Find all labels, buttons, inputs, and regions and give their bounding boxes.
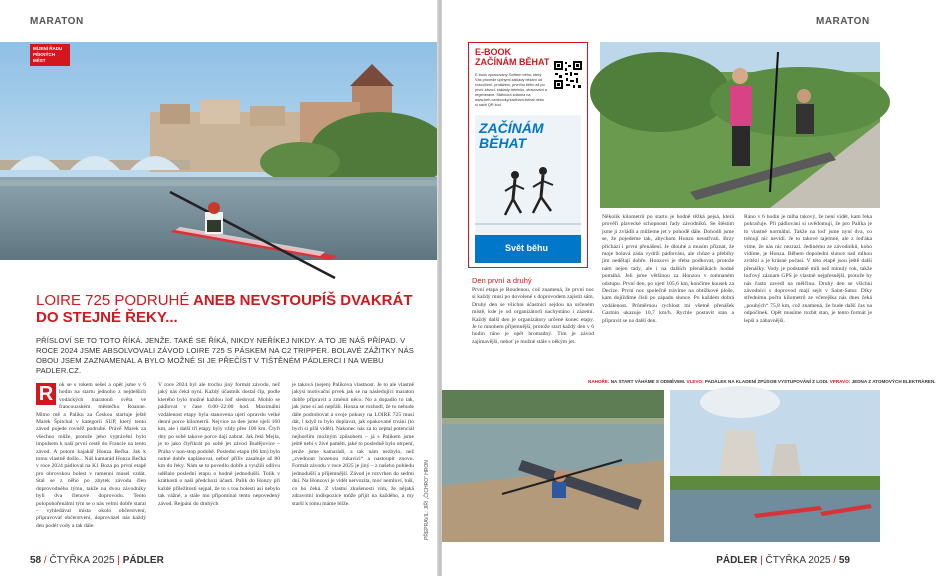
photo-kayak-exit xyxy=(442,390,664,542)
photo-captions xyxy=(588,379,936,384)
section-tag-right: MARATON xyxy=(816,16,870,27)
hero-photo-kayak-on-river xyxy=(0,42,438,260)
caption-label-right: VPRAVO: xyxy=(829,379,851,384)
ebook-cover-runners xyxy=(475,115,581,263)
article-lead: PŘÍSLOVÍ SE TO TOTO ŘÍKÁ. JENŽE. TAKÉ SE ŘÍKÁ, NIKDY NEŘÍKEJ NIKDY. A TO JE NÁŠ PŘÍPAD. V ROCE 2024 JSME ABSOLVOVALI ZÁVOD LOIRE 725 S PÁSKEM NA C2 TRIPPER. BOLAVÉ ZÁŽITKY NÁS OBOU JSEM ZAZNAMENAL A BYLO MOŽNÉ SI JE PŘEČÍST V TIŠTĚNÉM PÁDLERCI I NA WEBU PADLER.CZ. xyxy=(36,336,414,375)
folio-issue: ČTYŘKA 2025 xyxy=(49,555,115,566)
body-column-2: V roce 2024 byl ale trochu jiný formát závodu, než jaký nás čeká nyní. Každý účastník dostal čip, podle kterého bylo možné každou loď sledovat. Mohlo se pádlovat v čase 6:00–22:00 hod. Maximální vzdálenost etapy byla stanovena ujetí opravdu velké denní porce kilometrů. Nejvíce za den jsme ujeli 160 km, ale i další tři etapy byly vždy přes 100 km. Čtyři dny po sobě takové porce dají zabrat. Jak řekl Mejla, je to jako čtyřikrát po sobě jet závod Budějovice – Praha v non-stop podobě. Poslední etapu (66 km) bylo nutné dobře naplánovat, neboť příliv zasahuje až 80 km do řeky. Nám se to povedlo dobře a využili odlivu udělalo poslední etapu o hodně jednodušší. Tolik v krátkosti o naší předchozí účasti. Palik do Honzy při každé příležitosti sejpal, že to s tou bolestí asi nebylo tak vážné, a stále mu připomínal tento nepovedený závod. Rejpání do druhých xyxy=(158,382,280,507)
hero-photo-illustration xyxy=(0,42,438,260)
ebook-cover-title: ZAČÍNÁM BĚHAT xyxy=(479,120,544,151)
body-column-1 xyxy=(36,382,146,552)
qr-code-icon[interactable] xyxy=(553,60,583,90)
right-body-column-3: Ráno v 6 hodin je mlha takový, že není vidět, kam řeka pokračuje. Při pádlování si uvědomuji, že pro Palíka je to vlastně normální. Takže na loď jsme nyní dva, co trénují nic nevidí. Je to takové tajemné, ale z loďáka víme, že nás nic nezrazí. Jedinému ze závodníků, koho vidíme, je Honza. Během dopolední slunce nad mlhou zvítězí a je krásné počasí. V této etapě jsou ještě další přenášky. Vody je podstatně míň než minulý rok, takže loďový záznam GPS je vlastně nejpřesnější, protože by nás často zavedl na mělčinu. Druhý den se všichni závodníci s doprovod mají sejít v Saint-Satur. Díky střednímu počtu kilometrů ze včerejška nás dnes čeká „pouhých“ 75,8 km, což znamená, že bude další čas na odpočinek. Opět musíme rozbít stan, je tento formát je lepší a zábavnější. xyxy=(744,214,872,324)
caption-text-top: NA START VÁHÁME S ODMĚVEM. xyxy=(610,379,686,384)
photo-paddlers-portage xyxy=(600,42,880,208)
ebook-promo-box xyxy=(468,42,588,268)
photo-paddlers-illustration xyxy=(600,42,880,208)
headline-part-2: ANEB NEVSTOUPÍŠ DVAKRÁT DO STEJNÉ ŘEKY... xyxy=(36,292,413,326)
article-headline xyxy=(36,292,426,326)
body-column-3: je taková (nejen) Palíkova vlastnost. Je to ale vlastně jakýsi motivační prvek jak se na následující maraton dobře připravit a změnit něco. No a dopadlo to tak, jak jsme si asi nepřáli. Honza se rozhodl, že to nebude dále podrobovat a svoje pokusy na LOIRE 725 musí dát, i když to bylo doplavat, jak opakované trvání (to bych si přál vidět). Nakonec nás za to zeptal potenciál nejhorším možným způsobem – já s Palíkem jsme ještě nebi v živé paměti, jaké to posledně bylo utrpení, jenže jsme kamarádi, a tak nám nezbylo, než „zvednout hozenou rukavici“ a nastoupit znovu. Formát závodu v roce 2025 je jiný – z našeho pohledu jednodušší a příjemnější. Závod je rozvrhen do sedmi dní. Na Honzovi je vidět nervozita, moc nemluví, tuší, co ho čeká. Z vlastní zkušenosti vím, že nějaká zdravotní indispozice může přijít na každého, a my starší k tomu máme blíže. xyxy=(292,382,414,507)
right-body-column-1: První etapa je Roudenou, což znamená, že první noc si každý musí po dovolené s doprovodem zajistit sám. Druhý den se všichni účastníci sejdou na určeném místě, kde je od organizátorů nachystáno i zázemí. Každý další den je organizátory určené konec etapy. Je to mnohem příjemnější, protože start každý den v 6 hodin ráno je opět hromadný. Tím je závod zajímavější, neboť je možné stále s někým jet. xyxy=(472,287,594,345)
ebook-title: E-BOOK ZAČÍNÁM BĚHAT xyxy=(475,47,550,67)
folio-magazine: PÁDLER xyxy=(122,555,164,566)
caption-text-left: PADÁLEK NA KLADENÍ ZPŮSOB VYSTUPOVÁNÍ Z LODI. xyxy=(704,379,829,384)
caption-label-top: NAHOŘE: xyxy=(588,379,610,384)
folio-number-right: 59 xyxy=(838,555,850,566)
photo-nuclear-plant-illustration xyxy=(670,390,880,542)
right-page xyxy=(442,0,936,576)
ebook-cover-brand: Svět běhu xyxy=(505,243,549,253)
body-column-1-text: ok se s rokem sešel a opět jsme v 6 hodin na startu jednoho z nejdelších vodáckých maratonů světa ve francouzském městečku Roanne. Mimo mě a Paliku za Českou startuje ještě Marek Špitchal v kategorii SUP, který tento závod pojede rovněž podruhé. Právě Marek za všechno může, protože jeho vyprávění bylo impulsem k naší první cestě do Francie na tento závod. A potom kajakář Honza Bečka. Jak k tomu vlastně došlo... Náš kamarád Honza Bečka v roce 2024 pádloval na K1 Boza po první etapě pro obrovskou bolest v ramenní musel vzdát. Stal se z něho po zbytek závodu člen doprovodného týmu, takže na dvou závodníky byli dva členové doprovodu. Tento polopohořenálmí tým se o nás velmi dobře staral – vyhledával místa okolo občerstvení, připravoval občerstvení, doprovázel nás každý den podél vody a tak dále. xyxy=(36,382,146,529)
folio-right: PÁDLER | ČTYŘKA 2025 / 59 xyxy=(716,555,850,566)
left-page xyxy=(0,0,438,576)
caption-text-right: JEDNA Z ATOMOVÝCH ELEKTRÁREN. xyxy=(851,379,936,384)
series-tag: MÍJENÍ ŘADU PĚKNÝCH MĚST xyxy=(30,44,70,66)
folio-issue-right: ČTYŘKA 2025 xyxy=(765,555,831,566)
section-subhead: Den první a druhý xyxy=(472,276,532,285)
folio-magazine-right: PÁDLER xyxy=(716,555,758,566)
ebook-description: E-book zpracovaný Světem běhu, který Vás provede úplnými základy běžání od rozcvičení, protažení, prvního běhu až po první závod, základy tréninku, stravování a regenerace. Stáhnout zdarma na www.beh.cz/ebooky/zacinam-behat nebo si načti QR kód. xyxy=(475,73,547,107)
photo-kayak-exit-illustration xyxy=(442,390,664,542)
photo-nuclear-plant xyxy=(670,390,880,542)
folio-left: 58 / ČTYŘKA 2025 | PÁDLER xyxy=(30,555,164,566)
folio-number: 58 xyxy=(30,555,42,566)
headline-part-1: LOIRE 725 PODRUHÉ xyxy=(36,292,190,309)
caption-label-left: VLEVO: xyxy=(686,379,704,384)
photo-credit: PŘEPRAVIL: JIŘÍ „ČICHRO“ HRON xyxy=(424,460,430,540)
qr-code-graphic xyxy=(553,60,583,90)
right-body-column-2: Několik kilometrů po startu je hodně těžká pejsá, která prověří plavecké schopnosti řady závodníků. Se štěstím jsme ji zvládli a můžeme jet v pohodě dále. Dohodli jsme se, že pojedeme tak, abychom Honzu neustřvali. Brzy přichází i první přenášení. Je dlouhé a musím přiznat, že moje bolavá záda vydrží pádlování, ale chůze a přebíhy jim nedělají dobře. Honzovi je třeba podkovat, protože nám nejen tady, ale i na dalších přenášíkách hodně pomáhá. Jeli jsme většinou za Honzou v tomnaném odstupu. První den, po ujetí 105,6 km, končíme kousek za Decize. První noc společně trávíme na obtížkové ploše, kam dojíždíme čísli po západu slunce. Po každém dobrá vzdálenost. Průměrnou rychlost mi všetně přenášek Garmin ukazuje 10,7 km/h. Rychle postavit stan a připravit se na další den. xyxy=(602,214,734,324)
ebook-cover xyxy=(475,115,581,263)
section-tag: MARATON xyxy=(30,16,84,27)
drop-cap: R xyxy=(36,383,56,405)
